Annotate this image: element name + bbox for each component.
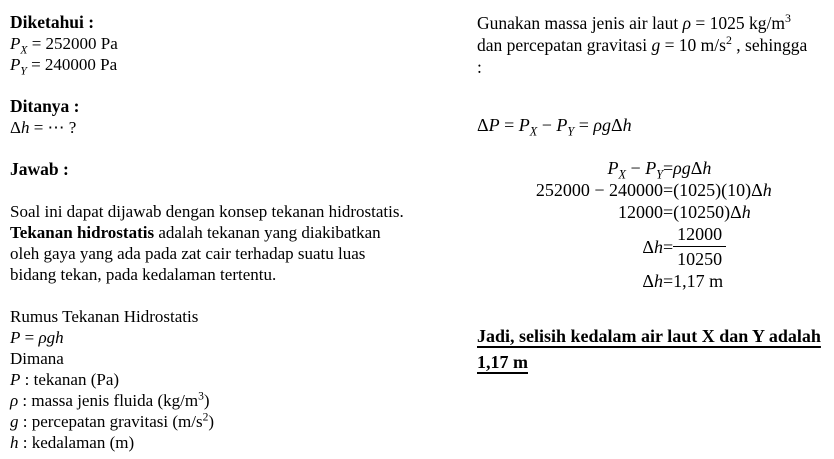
dp-px-sub: X	[529, 124, 538, 139]
dp-eq2: =	[574, 115, 594, 135]
intro-line-2	[477, 34, 831, 56]
step-row-4	[505, 223, 772, 270]
def-p-text: : tekanan (Pa)	[20, 370, 120, 389]
step5-h: h	[654, 271, 663, 291]
step2-delta: Δ	[751, 180, 763, 200]
step2-equals: =	[663, 180, 674, 200]
step4-equals: =	[663, 236, 674, 257]
conclusion-line-2: 1,17 m	[477, 352, 528, 372]
intro-l1-pre: Gunakan massa jenis air laut	[477, 13, 683, 33]
paragraph-line-2	[10, 222, 462, 243]
definition-g	[10, 411, 462, 432]
step1-lhs	[505, 157, 663, 182]
step-row-1	[505, 157, 772, 179]
step2-h: h	[762, 180, 772, 200]
intro-l2-mid: = 10 m/s	[660, 35, 726, 55]
step1-px-sub: X	[618, 167, 627, 182]
dp-rho-g: ρg	[593, 115, 611, 135]
step4-delta: Δ	[642, 236, 654, 257]
intro-l1-sup: 3	[784, 11, 791, 26]
step1-py-sub: Y	[656, 167, 663, 182]
step5-result: 1,17 m	[673, 271, 724, 291]
rho-variable: ρ	[682, 13, 691, 33]
step2-rhs	[673, 179, 772, 201]
definition-rho	[10, 390, 462, 411]
diketahui-heading: Diketahui :	[10, 12, 95, 32]
dp-px: P	[518, 115, 530, 135]
py-value: = 240000 Pa	[26, 55, 118, 74]
left-column	[10, 12, 462, 453]
h-variable: h	[20, 118, 30, 137]
intro-l2-sup: 2	[725, 33, 732, 48]
step1-delta: Δ	[690, 158, 703, 178]
equation-steps	[505, 157, 772, 292]
ditanya-heading: Ditanya :	[10, 96, 80, 116]
def-p-variable: P	[10, 370, 21, 389]
step1-h: h	[702, 158, 712, 178]
conclusion-line-1: Jadi, selisih kedalam air laut X dan Y adalah	[477, 326, 821, 346]
step2-lhs: 252000 − 240000	[535, 180, 663, 200]
intro-l2-post: , sehingga	[731, 35, 808, 55]
definition-h	[10, 432, 462, 453]
hydrostatic-formula	[10, 327, 462, 348]
dp-py: P	[556, 115, 568, 135]
px-variable: P	[10, 34, 21, 53]
intro-paragraph	[477, 12, 831, 78]
step1-rho-g: ρg	[673, 158, 691, 178]
step1-equals: =	[663, 158, 674, 178]
paragraph-line-1: Soal ini dapat dijawab dengan konsep tekanan hidrostatis.	[10, 202, 404, 221]
def-g-close: )	[208, 412, 215, 431]
delta-h-question-line	[10, 117, 462, 138]
hydrostatic-term-bold: Tekanan hidrostatis	[10, 223, 155, 242]
step5-equals: =	[663, 271, 674, 291]
step1-px: P	[607, 158, 619, 178]
fraction-denominator: 10250	[677, 249, 723, 269]
formula-rho-g-h: ρgh	[38, 328, 64, 347]
paragraph-line-4: bidang tekan, pada kedalaman tertentu.	[10, 265, 277, 284]
def-rho-close: )	[203, 391, 210, 410]
fraction	[673, 223, 726, 270]
delta-p-equation	[477, 114, 831, 139]
def-h-text: : kedalaman (m)	[18, 433, 135, 452]
step1-rhs	[673, 157, 772, 179]
intro-line-3-colon: :	[477, 57, 482, 77]
step4-h: h	[654, 236, 663, 257]
intro-l1-mid: = 1025 kg/m	[690, 13, 785, 33]
step-row-5	[505, 270, 772, 292]
g-variable: g	[651, 35, 661, 55]
step-row-3	[505, 201, 772, 223]
step5-lhs	[505, 270, 663, 292]
px-value-line	[10, 33, 462, 57]
def-g-text: : percepatan gravitasi (m/s	[18, 412, 203, 431]
step3-rhs	[673, 201, 772, 223]
delta-h-question: = ⋯ ?	[29, 118, 77, 137]
def-g-variable: g	[10, 412, 19, 431]
concept-paragraph	[10, 201, 462, 285]
dp-delta2: Δ	[610, 115, 623, 135]
dp-delta: Δ	[477, 115, 489, 135]
step3-delta: Δ	[730, 202, 742, 222]
paragraph-line-2-rest: adalah tekanan yang diakibatkan	[154, 223, 381, 242]
step4-lhs	[505, 223, 663, 270]
definition-p	[10, 369, 462, 390]
fraction-numerator: 12000	[673, 223, 726, 247]
intro-l2-pre: dan percepatan gravitasi	[477, 35, 652, 55]
py-value-line	[10, 54, 462, 78]
step1-minus: −	[626, 158, 646, 178]
step5-delta: Δ	[642, 271, 654, 291]
step3-factor: (10250)	[673, 202, 731, 222]
def-rho-text: : massa jenis fluida (kg/m	[18, 391, 199, 410]
step1-py: P	[645, 158, 657, 178]
step3-h: h	[741, 202, 751, 222]
rumus-title: Rumus Tekanan Hidrostatis	[10, 307, 199, 326]
dp-py-sub: Y	[567, 124, 575, 139]
px-subscript: X	[20, 43, 28, 57]
paragraph-line-3: oleh gaya yang ada pada zat cair terhadap suatu luas	[10, 244, 366, 263]
jawab-heading: Jawab :	[10, 159, 69, 179]
formula-equals: =	[20, 328, 39, 347]
def-g-sup: 2	[202, 410, 209, 424]
dp-eq1: =	[499, 115, 519, 135]
step-row-2	[505, 179, 772, 201]
dp-p: P	[488, 115, 500, 135]
px-value: = 252000 Pa	[27, 34, 118, 53]
def-rho-variable: ρ	[10, 391, 19, 410]
def-h-variable: h	[10, 433, 19, 452]
dp-minus: −	[537, 115, 557, 135]
py-variable: P	[10, 55, 21, 74]
delta-symbol: Δ	[10, 118, 21, 137]
formula-p: P	[10, 328, 21, 347]
intro-line-1	[477, 12, 831, 34]
right-column	[477, 12, 831, 374]
conclusion	[477, 325, 831, 374]
dimana-label: Dimana	[10, 349, 64, 368]
py-subscript: Y	[20, 64, 27, 78]
step3-equals: =	[663, 202, 674, 222]
def-rho-sup: 3	[198, 389, 204, 403]
dp-h: h	[622, 115, 632, 135]
step3-lhs: 12000	[618, 202, 663, 222]
step2-factors: (1025)(10)	[673, 180, 752, 200]
step4-rhs	[673, 223, 772, 270]
